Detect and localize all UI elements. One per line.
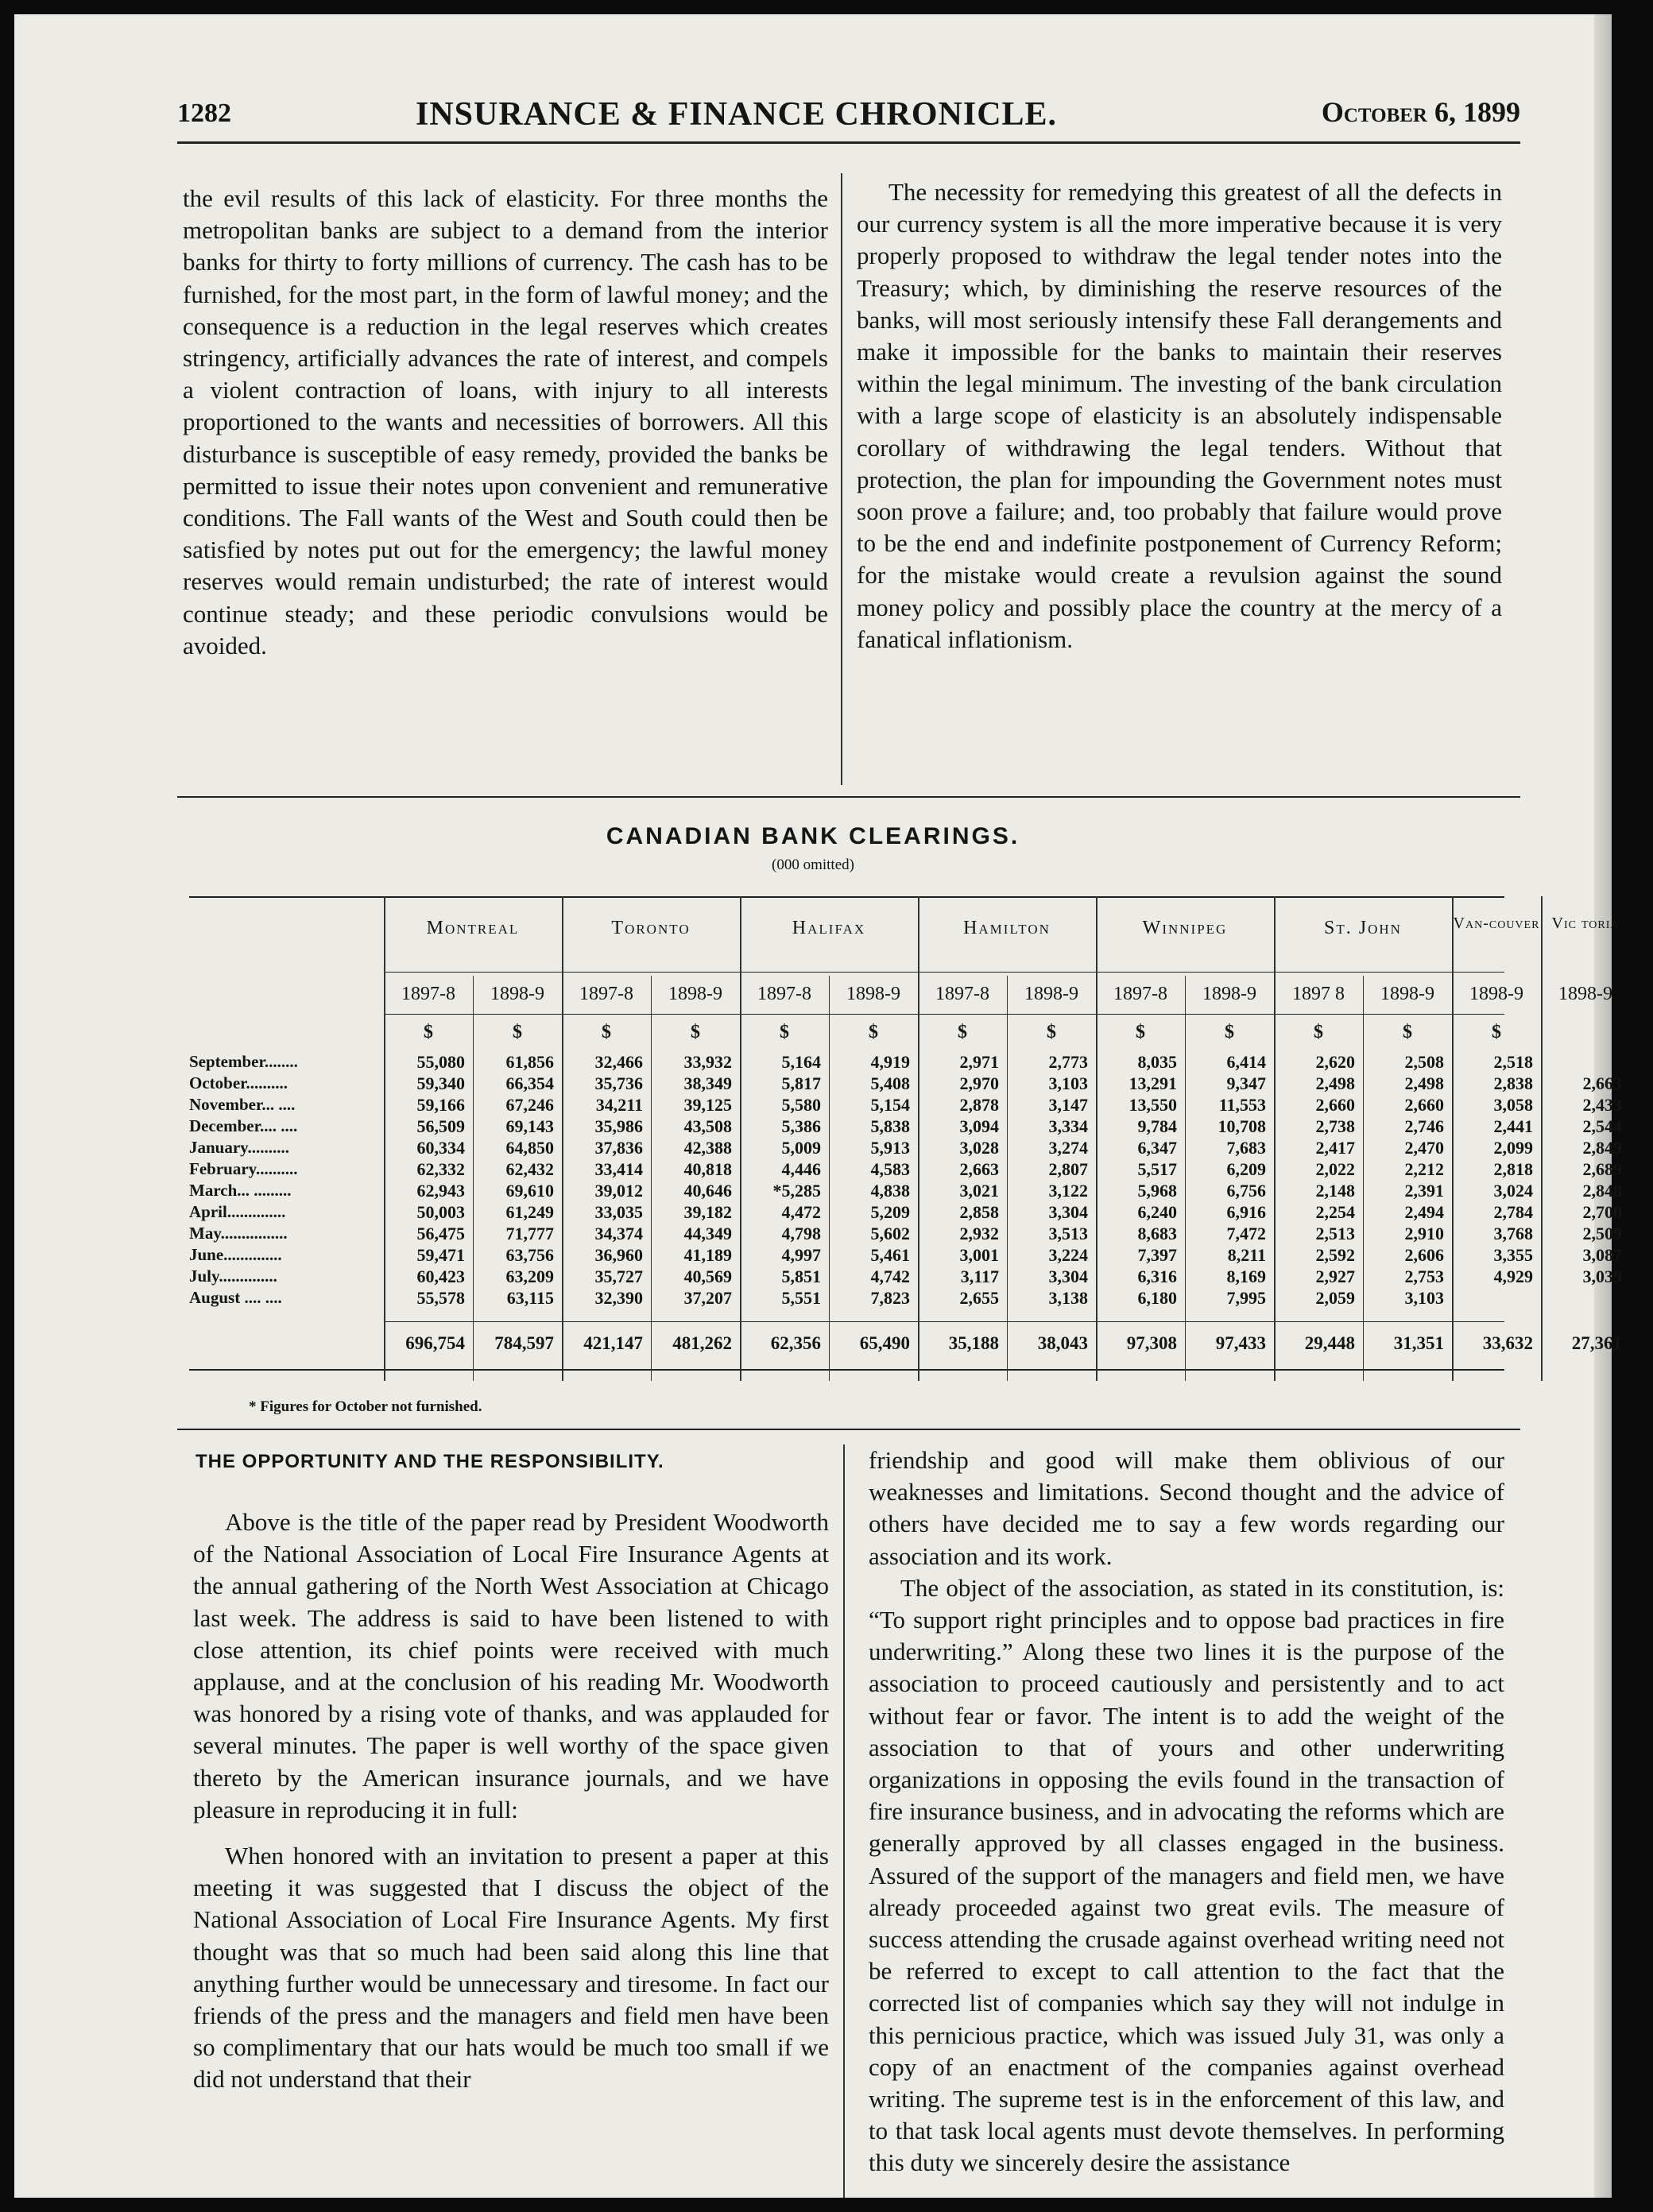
total-cell: 62,356 xyxy=(770,1333,821,1353)
total-cell: 31,351 xyxy=(1393,1333,1444,1353)
table-cell: 2,818 xyxy=(1493,1159,1533,1179)
table-cell: 50,003 xyxy=(416,1202,465,1222)
total-cell: 97,308 xyxy=(1126,1333,1177,1353)
table-cell: 3,274 xyxy=(1048,1138,1088,1158)
table-cell: 6,316 xyxy=(1137,1266,1177,1286)
table-cell: 63,115 xyxy=(506,1288,554,1308)
month-label: August .... .... xyxy=(189,1288,282,1307)
table-cell: 3,039 xyxy=(1582,1266,1622,1286)
city-name: Halifax xyxy=(792,918,866,938)
table-cell: 6,180 xyxy=(1137,1288,1177,1308)
table-cell: 2,022 xyxy=(1315,1159,1355,1179)
table-cell: 33,932 xyxy=(683,1052,732,1072)
table-cell: 2,910 xyxy=(1404,1224,1444,1243)
table-cell: 3,334 xyxy=(1048,1116,1088,1136)
table-cell: 56,509 xyxy=(416,1116,465,1136)
table-cell: 5,838 xyxy=(870,1116,910,1136)
document-page xyxy=(14,14,1622,2198)
table-subtitle: (000 omitted) xyxy=(772,857,854,873)
dollar-sign: $ xyxy=(602,1022,611,1042)
value-column xyxy=(921,1051,999,1309)
dollar-sign: $ xyxy=(691,1022,700,1042)
table-cell: 43,508 xyxy=(683,1116,732,1136)
table-cell: 4,446 xyxy=(781,1159,821,1179)
table-cell: 7,683 xyxy=(1226,1138,1266,1158)
table-cell: 62,432 xyxy=(505,1159,554,1179)
column-divider xyxy=(843,1444,845,2198)
paragraph: The necessity for remedying this greatest of all the defects in our currency system is all the more imperative because it is very properly proposed to withdraw the legal tender notes into the Treasury; which, by diminishing the reserve resources of the banks, will most seriously intensify these Fall derangements and make it impossible for the banks to maintain their reserves within the legal minimum. The investing of the bank circulation with a large scope of elasticity is an absolutely indispensable corollary of withdrawing the legal tenders. Without that protection, the plan for impounding the Government notes must soon prove a failure; and, too probably that failure would prove to be the end and indefinite postponement of Currency Reform; for the mistake would create a revulsion against the sound money policy and possibly place the country at the mercy of a fanatical inflationism. xyxy=(857,178,1502,653)
table-cell: 2,738 xyxy=(1315,1116,1355,1136)
table-cell: 2,509 xyxy=(1582,1224,1622,1243)
year-label: 1898-9 xyxy=(1380,984,1434,1004)
table-cell: 71,777 xyxy=(505,1224,554,1243)
table-cell: 9,347 xyxy=(1226,1073,1266,1093)
table-cell: 61,249 xyxy=(505,1202,554,1222)
year-divider xyxy=(829,976,830,1381)
section-rule xyxy=(177,796,1520,798)
table-cell: 3,304 xyxy=(1048,1266,1088,1286)
year-divider xyxy=(1185,976,1186,1381)
paragraph: The object of the association, as stated in its constitution, is: “To support right principles and to oppose bad practices in fire underwriting.” Along these two lines it is the purpose of the association to proceed cautiously and persistently and to act without fear or favor. The intent is to add the weight of the association to that of yours and other underwriting organizations in opposing the evils found in the transaction of fire insurance business, and in advocating the reforms which are generally approved by all classes engaged in the business. Assured of the support of the managers and field men, we have already proceeded against two great evils. The measure of success attending the crusade against overhead writing need not be referred to except to call attention to the fact that the corrected list of companies which say they will not indulge in this pernicious practice, which was issued July 31, was only a copy of an enactment of the companies against overhead writing. The supreme test is in the enforcement of this law, and to that task local agents must devote themselves. In performing this duty we sincerely desire the assistance xyxy=(869,1573,1504,2177)
table-cell: 10,708 xyxy=(1217,1116,1266,1136)
table-cell: 2,391 xyxy=(1404,1181,1444,1201)
year-label: 1898-9 xyxy=(490,984,544,1004)
table-cell: 32,466 xyxy=(594,1052,643,1072)
table-cell xyxy=(1455,1287,1533,1309)
table-cell: 39,182 xyxy=(683,1202,732,1222)
year-label: 1898-9 xyxy=(1558,984,1612,1004)
table-cell: 33,035 xyxy=(594,1202,643,1222)
section-heading: THE OPPORTUNITY AND THE RESPONSIBILITY. xyxy=(195,1451,664,1472)
year-label: 1898-9 xyxy=(1024,984,1078,1004)
table-cell: 4,929 xyxy=(1493,1266,1533,1286)
table-cell: 34,374 xyxy=(594,1224,643,1243)
table-cell: 60,334 xyxy=(416,1138,465,1158)
table-cell: 7,472 xyxy=(1226,1224,1266,1243)
table-cell: 5,913 xyxy=(870,1138,910,1158)
year-label: 1897-8 xyxy=(401,984,455,1004)
month-label: October.......... xyxy=(189,1073,288,1092)
table-cell: 2,513 xyxy=(1315,1224,1355,1243)
table-cell: 3,087 xyxy=(1582,1245,1622,1265)
table-cell: 32,390 xyxy=(594,1288,643,1308)
value-column xyxy=(743,1051,821,1309)
table-cell: 2,784 xyxy=(1493,1202,1533,1222)
table-cell: 4,838 xyxy=(870,1181,910,1201)
table-cell: 3,224 xyxy=(1048,1245,1088,1265)
table-cell: 2,655 xyxy=(959,1288,999,1308)
footnote-rule xyxy=(177,1429,1520,1430)
table-cell: 2,498 xyxy=(1404,1073,1444,1093)
table-cell: 2,773 xyxy=(1048,1052,1088,1072)
table-cell: 3,103 xyxy=(1404,1288,1444,1308)
page-header xyxy=(177,91,1520,138)
table-cell: 5,968 xyxy=(1137,1181,1177,1201)
top-left-column xyxy=(183,183,828,662)
table-cell: 35,986 xyxy=(594,1116,643,1136)
month-label: March... ......... xyxy=(189,1181,292,1200)
city-name: Montreal xyxy=(426,918,520,938)
table-cell: 3,138 xyxy=(1048,1288,1088,1308)
table-cell: 6,756 xyxy=(1226,1181,1266,1201)
table-cell: 3,001 xyxy=(959,1245,999,1265)
table-cell: 2,689 xyxy=(1582,1159,1622,1179)
month-label: January.......... xyxy=(189,1138,290,1157)
year-label: 1897-8 xyxy=(935,984,989,1004)
value-column xyxy=(387,1051,465,1309)
total-cell: 421,147 xyxy=(583,1333,643,1353)
total-cell: 784,597 xyxy=(494,1333,554,1353)
city-divider xyxy=(1274,896,1276,1381)
column-divider xyxy=(841,173,842,785)
table-cell: *5,285 xyxy=(772,1181,821,1201)
table-cell: 59,471 xyxy=(416,1245,465,1265)
table-cell: 2,971 xyxy=(959,1052,999,1072)
table-cell: 62,943 xyxy=(416,1181,465,1201)
year-label: 1898-9 xyxy=(846,984,900,1004)
table-cell: 7,397 xyxy=(1137,1245,1177,1265)
table-cell: 2,700 xyxy=(1582,1202,1622,1222)
year-label: 1898-9 xyxy=(668,984,722,1004)
dollar-sign: $ xyxy=(1492,1022,1501,1042)
total-cell: 38,043 xyxy=(1037,1333,1088,1353)
table-cell: 4,919 xyxy=(870,1052,910,1072)
dollar-sign: $ xyxy=(1225,1022,1234,1042)
table-cell: 6,916 xyxy=(1226,1202,1266,1222)
table-cell: 13,291 xyxy=(1128,1073,1177,1093)
table-cell: 61,856 xyxy=(505,1052,554,1072)
paragraph: When honored with an invitation to present a paper at this meeting it was suggested that I discuss the object of the National Association of Local Fire Insurance Agents. My first thought was that so much had been said along this line that anything further would be unnecessary and tiresome. In fact our friends of the press and the managers and field men have been so complimentary that our hats would be much too small if we did not understand that their xyxy=(193,1842,829,2094)
table-cell: 5,408 xyxy=(870,1073,910,1093)
paragraph: Above is the title of the paper read by President Woodworth of the National Association of Local Fire Insurance Agents at the annual gathering of the North West Association at Chicago last week. The address is said to have been listened to with close attention, its chief points were received with much applause, and at the conclusion of his reading Mr. Woodworth was honored by a rising vote of thanks, and was applauded for several minutes. The paper is well worthy of the space given thereto by the American insurance journals, and we have pleasure in reproducing it in full: xyxy=(193,1508,829,1823)
total-cell: 27,361 xyxy=(1571,1333,1622,1353)
issue-date: October 6, 1899 xyxy=(1321,96,1520,128)
value-column xyxy=(1366,1051,1444,1309)
table-cell: 69,143 xyxy=(505,1116,554,1136)
city-name: Toronto xyxy=(611,918,691,938)
table-cell: 2,592 xyxy=(1315,1245,1355,1265)
table-cell: 5,580 xyxy=(781,1095,821,1115)
table-cell: 64,850 xyxy=(505,1138,554,1158)
dollar-sign: $ xyxy=(1136,1022,1145,1042)
table-cell: 2,663 xyxy=(959,1159,999,1179)
table-cell: 8,169 xyxy=(1226,1266,1266,1286)
table-cell: 2,606 xyxy=(1404,1245,1444,1265)
paragraph: friendship and good will make them oblivious of our weaknesses and limitations. Second thought and the advice of others have decided me to say a few words regarding our association and its work. xyxy=(869,1446,1504,1570)
table-cell: 2,858 xyxy=(959,1202,999,1222)
table-cell: 36,960 xyxy=(594,1245,643,1265)
month-label: February.......... xyxy=(189,1159,298,1178)
table-cell: 2,470 xyxy=(1404,1138,1444,1158)
year-label: 1898-9 xyxy=(1469,984,1523,1004)
month-label: April.............. xyxy=(189,1202,286,1221)
table-cell: 3,355 xyxy=(1493,1245,1533,1265)
table-cell: 5,817 xyxy=(781,1073,821,1093)
total-cell: 696,754 xyxy=(405,1333,465,1353)
total-cell: 29,448 xyxy=(1304,1333,1355,1353)
table-cell: 39,012 xyxy=(594,1181,643,1201)
table-cell: 40,569 xyxy=(683,1266,732,1286)
table-cell: 2,660 xyxy=(1315,1095,1355,1115)
total-cell: 35,188 xyxy=(948,1333,999,1353)
table-cell: 5,209 xyxy=(870,1202,910,1222)
table-cell: 39,125 xyxy=(683,1095,732,1115)
table-cell: 2,932 xyxy=(959,1224,999,1243)
table-cell: 7,995 xyxy=(1226,1288,1266,1308)
table-cell: 2,099 xyxy=(1493,1138,1533,1158)
table-cell: 3,021 xyxy=(959,1181,999,1201)
city-column xyxy=(1541,888,1630,1381)
dollar-sign: $ xyxy=(424,1022,433,1042)
table-cell: 2,753 xyxy=(1404,1266,1444,1286)
city-column xyxy=(562,888,740,1381)
table-cell: 38,349 xyxy=(683,1073,732,1093)
table-cell: 3,117 xyxy=(960,1266,999,1286)
table-cell: 5,517 xyxy=(1137,1159,1177,1179)
bottom-right-column xyxy=(869,1444,1504,2179)
table-cell: 5,009 xyxy=(781,1138,821,1158)
bottom-left-column xyxy=(193,1506,829,2096)
month-labels xyxy=(189,1051,384,1309)
table-cell: 2,970 xyxy=(959,1073,999,1093)
table-cell: 66,354 xyxy=(505,1073,554,1093)
table-cell: 60,423 xyxy=(416,1266,465,1286)
table-cell: 8,035 xyxy=(1137,1052,1177,1072)
dollar-sign: $ xyxy=(1403,1022,1412,1042)
table-cell: 5,602 xyxy=(870,1224,910,1243)
city-divider xyxy=(918,896,919,1381)
table-cell: 13,550 xyxy=(1128,1095,1177,1115)
table-cell: 2,498 xyxy=(1315,1073,1355,1093)
table-cell: 63,756 xyxy=(505,1245,554,1265)
table-cell: 33,414 xyxy=(594,1159,643,1179)
table-cell: 40,646 xyxy=(683,1181,732,1201)
value-column xyxy=(1188,1051,1266,1309)
table-cell: 2,848 xyxy=(1582,1181,1622,1201)
table-cell: 40,818 xyxy=(683,1159,732,1179)
year-label: 1897-8 xyxy=(757,984,811,1004)
table-cell: 62,332 xyxy=(416,1159,465,1179)
table-cell: 3,768 xyxy=(1493,1224,1533,1243)
city-column xyxy=(384,888,562,1381)
year-divider xyxy=(1007,976,1008,1381)
top-right-column xyxy=(857,176,1502,655)
table-cell: 3,304 xyxy=(1048,1202,1088,1222)
value-column xyxy=(1455,1051,1533,1309)
bank-clearings-table xyxy=(189,888,1622,1381)
table-cell: 5,551 xyxy=(781,1288,821,1308)
city-name: Hamilton xyxy=(963,918,1051,938)
dollar-sign: $ xyxy=(958,1022,967,1042)
table-cell: 6,414 xyxy=(1226,1052,1266,1072)
table-cell: 3,024 xyxy=(1493,1181,1533,1201)
value-column xyxy=(1099,1051,1177,1309)
table-cell: 35,727 xyxy=(594,1266,643,1286)
paragraph: the evil results of this lack of elasticity. For three months the metropolitan banks are subject to a demand from the interior banks for thirty to forty millions of currency. The cash has to be furnished, for the most part, in the form of lawful money; and the consequence is a reduction in the legal reserves which creates stringency, artificially advances the rate of interest, and compels a violent contraction of loans, with injury to all interests proportioned to the wants and necessities of borrowers. All this disturbance is susceptible of easy remedy, provided the banks be permitted to issue their notes upon convenient and remunerative conditions. The Fall wants of the West and South could then be satisfied by notes put out for the emergency; the lawful money reserves would remain undisturbed; the rate of interest would continue steady; and these periodic convulsions would be avoided. xyxy=(183,184,828,659)
table-cell: 3,513 xyxy=(1048,1224,1088,1243)
table-cell: 44,349 xyxy=(683,1224,732,1243)
table-footnote: * Figures for October not furnished. xyxy=(249,1398,482,1415)
table-cell: 2,059 xyxy=(1315,1288,1355,1308)
table-cell: 5,164 xyxy=(781,1052,821,1072)
year-divider xyxy=(1363,976,1364,1381)
table-cell: 42,388 xyxy=(683,1138,732,1158)
table-cell: 41,189 xyxy=(683,1245,732,1265)
journal-title: INSURANCE & FINANCE CHRONICLE. xyxy=(416,96,1058,133)
table-cell: 2,518 xyxy=(1493,1052,1533,1072)
table-cell: 2,878 xyxy=(959,1095,999,1115)
table-cell: 8,683 xyxy=(1137,1224,1177,1243)
year-label: 1897 8 xyxy=(1292,984,1345,1004)
table-cell: 3,122 xyxy=(1048,1181,1088,1201)
total-cell: 481,262 xyxy=(672,1333,732,1353)
table-cell: 5,851 xyxy=(781,1266,821,1286)
table-cell: 2,620 xyxy=(1315,1052,1355,1072)
year-divider xyxy=(473,976,474,1381)
table-cell: 2,838 xyxy=(1493,1073,1533,1093)
table-cell: 59,166 xyxy=(416,1095,465,1115)
table-cell: 4,472 xyxy=(781,1202,821,1222)
city-column xyxy=(1274,888,1452,1381)
city-divider xyxy=(740,896,741,1381)
table-cell: 34,211 xyxy=(595,1095,643,1115)
table-cell: 6,347 xyxy=(1137,1138,1177,1158)
city-name: St. John xyxy=(1324,918,1402,938)
table-cell: 11,553 xyxy=(1218,1095,1266,1115)
year-divider xyxy=(651,976,652,1381)
city-name: Vic toria xyxy=(1551,915,1620,932)
city-divider xyxy=(1541,896,1543,1381)
city-column xyxy=(918,888,1096,1381)
table-cell: 69,610 xyxy=(505,1181,554,1201)
table-title: CANADIAN BANK CLEARINGS. xyxy=(606,823,1020,849)
dollar-sign: $ xyxy=(780,1022,789,1042)
page-number: 1282 xyxy=(177,99,231,128)
table-cell: 2,807 xyxy=(1048,1159,1088,1179)
table-cell: 8,211 xyxy=(1227,1245,1266,1265)
table-cell xyxy=(1544,1287,1622,1309)
table-cell: 5,386 xyxy=(781,1116,821,1136)
city-divider xyxy=(1096,896,1097,1381)
city-column xyxy=(1096,888,1274,1381)
table-cell: 2,441 xyxy=(1493,1116,1533,1136)
value-column xyxy=(1544,1051,1622,1309)
value-column xyxy=(565,1051,643,1309)
table-cell: 55,578 xyxy=(416,1288,465,1308)
year-label: 1897-8 xyxy=(1113,984,1167,1004)
table-cell: 2,927 xyxy=(1315,1266,1355,1286)
table-cell: 9,784 xyxy=(1137,1116,1177,1136)
table-cell: 35,736 xyxy=(594,1073,643,1093)
total-cell: 65,490 xyxy=(859,1333,910,1353)
table-cell: 2,494 xyxy=(1404,1202,1444,1222)
month-label: June.............. xyxy=(189,1245,282,1264)
month-label: May................ xyxy=(189,1224,288,1243)
city-column xyxy=(740,888,918,1381)
total-cell: 97,433 xyxy=(1215,1333,1266,1353)
table-cell: 3,058 xyxy=(1493,1095,1533,1115)
table-cell: 3,094 xyxy=(959,1116,999,1136)
city-divider xyxy=(562,896,563,1381)
table-cell: 37,836 xyxy=(594,1138,643,1158)
value-column xyxy=(832,1051,910,1309)
table-cell: 63,209 xyxy=(505,1266,554,1286)
table-cell: 3,028 xyxy=(959,1138,999,1158)
month-label: September........ xyxy=(189,1052,298,1071)
year-label: 1898-9 xyxy=(1202,984,1256,1004)
month-label: December.... .... xyxy=(189,1116,298,1135)
table-cell: 2,417 xyxy=(1315,1138,1355,1158)
table-cell: 4,997 xyxy=(781,1245,821,1265)
table-cell: 6,240 xyxy=(1137,1202,1177,1222)
total-cell: 33,632 xyxy=(1482,1333,1533,1353)
value-column xyxy=(1010,1051,1088,1309)
table-cell: 2,254 xyxy=(1315,1202,1355,1222)
dollar-sign: $ xyxy=(869,1022,878,1042)
table-cell: 56,475 xyxy=(416,1224,465,1243)
table-cell: 4,798 xyxy=(781,1224,821,1243)
table-cell: 2,660 xyxy=(1404,1095,1444,1115)
table-cell: 2,663 xyxy=(1582,1073,1622,1093)
table-cell: 2,508 xyxy=(1404,1052,1444,1072)
table-cell: 37,207 xyxy=(683,1288,732,1308)
month-label: July.............. xyxy=(189,1266,277,1286)
table-cell: 4,583 xyxy=(870,1159,910,1179)
value-column xyxy=(1277,1051,1355,1309)
city-divider xyxy=(1452,896,1454,1381)
city-column xyxy=(1452,888,1541,1381)
table-cell: 2,433 xyxy=(1582,1095,1622,1115)
table-cell: 2,544 xyxy=(1582,1116,1622,1136)
table-cell: 55,080 xyxy=(416,1052,465,1072)
city-name: Van-couver xyxy=(1453,915,1540,932)
table-cell: 6,209 xyxy=(1226,1159,1266,1179)
header-rule xyxy=(177,141,1520,144)
value-column xyxy=(476,1051,554,1309)
table-cell: 2,849 xyxy=(1582,1138,1622,1158)
table-cell: 5,154 xyxy=(870,1095,910,1115)
table-cell: 67,246 xyxy=(505,1095,554,1115)
table-cell: 2,212 xyxy=(1404,1159,1444,1179)
table-cell: 7,823 xyxy=(870,1288,910,1308)
city-divider xyxy=(384,896,385,1381)
table-cell: 3,103 xyxy=(1048,1073,1088,1093)
dollar-sign: $ xyxy=(1314,1022,1323,1042)
table-cell: 2,746 xyxy=(1404,1116,1444,1136)
table-cell: 3,147 xyxy=(1048,1095,1088,1115)
value-column xyxy=(654,1051,732,1309)
table-cell: 59,340 xyxy=(416,1073,465,1093)
table-cell: 5,461 xyxy=(870,1245,910,1265)
city-name: Winnipeg xyxy=(1142,918,1228,938)
table-cell: 2,148 xyxy=(1315,1181,1355,1201)
month-label: November... .... xyxy=(189,1095,296,1114)
table-cell xyxy=(1544,1051,1622,1073)
dollar-sign: $ xyxy=(513,1022,522,1042)
dollar-sign: $ xyxy=(1047,1022,1056,1042)
table-cell: 4,742 xyxy=(870,1266,910,1286)
year-label: 1897-8 xyxy=(579,984,633,1004)
